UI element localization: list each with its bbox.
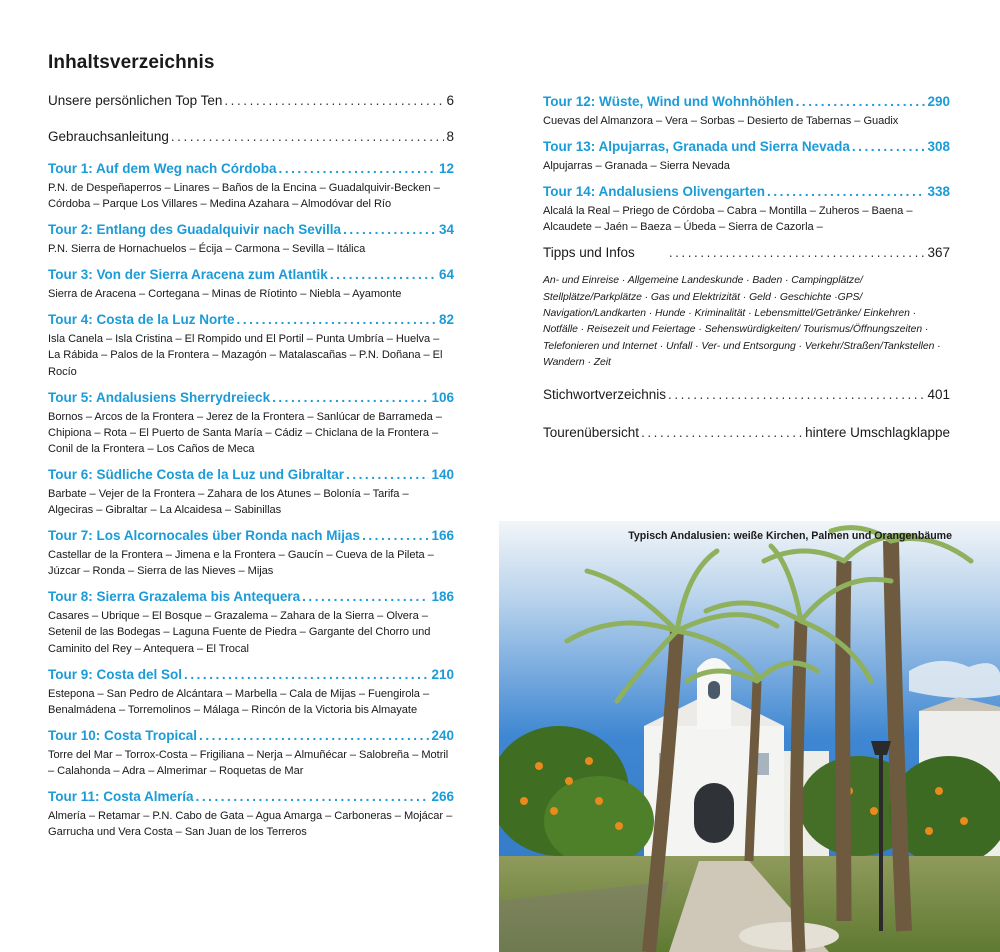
dot-leader: [196, 789, 430, 804]
tour-page: 308: [927, 139, 950, 155]
dot-leader: [641, 425, 803, 440]
dot-leader: [224, 93, 444, 108]
toc-tour-entry[interactable]: [48, 728, 454, 779]
tour-places: Cuevas del Almanzora – Vera – Sorbas – Desierto de Tabernas – Guadix: [543, 115, 899, 127]
tour-page: 266: [431, 788, 454, 804]
dot-leader: [171, 129, 445, 144]
tour-page: 210: [431, 666, 454, 682]
tour-places: P.N. de Despeñaperros – Linares – Baños de la Encina – Guadalquivir-Becken – Córdoba – Parque Los Villares – Medina Azahara – Almodóvar del Río: [48, 182, 440, 211]
toc-tour-entry[interactable]: [48, 467, 454, 518]
dot-leader: [330, 267, 437, 282]
tour-places: P.N. Sierra de Hornachuelos – Écija – Carmona – Sevilla – Itálica: [48, 243, 366, 256]
tour-title: Tour 13: Alpujarras, Granada und Sierra Nevada: [543, 139, 850, 155]
toc-tour-entry[interactable]: [48, 222, 454, 257]
entry-page: 401: [927, 387, 950, 403]
tour-places: Torre del Mar – Torrox-Costa – Frigiliana – Nerja – Almuñécar – Salobreña – Motril – Calahonda – Adra – Almerimar – Roquetas de Mar: [48, 748, 449, 777]
tour-title: Tour 12: Wüste, Wind und Wohnhöhlen: [543, 94, 794, 109]
entry-label: Stichwortverzeichnis: [543, 387, 667, 403]
tour-places: Almería – Retamar – P.N. Cabo de Gata – Agua Amarga – Carboneras – Mojácar – Garrucha und Vera Costa – San Juan de los Terreros: [48, 809, 453, 839]
tour-places: Barbate – Vejer de la Frontera – Zahara de los Atunes – Bolonía – Tarifa – Algeciras – Gibraltar – La Alcaidesa – Sabinillas: [48, 487, 409, 517]
tour-title: Tour 7: Los Alcornocales über Ronda nach Mijas: [48, 528, 361, 544]
dot-leader: [184, 667, 429, 682]
tour-places: Sierra de Aracena – Cortegana – Minas de Ríotinto – Niebla – Ayamonte: [48, 288, 402, 301]
toc-entry-tips[interactable]: [543, 245, 950, 265]
toc-tour-entry[interactable]: [543, 94, 950, 129]
toc-entry-index[interactable]: [543, 387, 950, 407]
page-title: Inhaltsverzeichnis: [48, 52, 215, 73]
tour-page: 82: [438, 312, 454, 328]
tour-places: Alpujarras – Granada – Sierra Nevada: [543, 160, 730, 173]
toc-tour-entry[interactable]: [543, 139, 950, 174]
tour-title: Tour 5: Andalusiens Sherrydreieck: [48, 389, 271, 405]
tour-page: 34: [438, 222, 454, 238]
dot-leader: [279, 161, 437, 176]
tour-title: Tour 3: Von der Sierra Aracena zum Atlantik: [48, 267, 328, 283]
dot-leader: [362, 528, 429, 543]
tour-places: Alcalá la Real – Priego de Córdoba – Cabra – Montilla – Zuheros – Baena – Alcaudete – Jaén – Baeza – Úbeda – Sierra de Cazorla –: [543, 205, 913, 234]
toc-tour-entry[interactable]: [48, 589, 454, 656]
toc-right-column: [543, 94, 950, 445]
tour-title: Tour 10: Costa Tropical: [48, 727, 198, 743]
dot-leader: [343, 222, 437, 237]
tour-page: 106: [431, 389, 454, 405]
tour-title: Tour 9: Costa del Sol: [48, 666, 183, 682]
entry-label: Tipps und Infos: [543, 245, 635, 261]
dot-leader: [669, 245, 926, 260]
dot-leader: [668, 387, 925, 402]
dot-leader: [796, 94, 926, 109]
toc-left-column: [48, 93, 454, 850]
tour-places: Casares – Ubrique – El Bosque – Grazalema – Zahara de la Sierra – Olvera – Setenil de las Bodegas – Laguna Fuente de Piedra – Gargante del Chorro und Caminito del Rey – Antequera – El Trocal: [48, 610, 431, 655]
tour-places: Estepona – San Pedro de Alcántara – Marbella – Cala de Mijas – Fuengirola – Benalmádena – Torremolinos – Málaga – Rincón de la Victoria bis Almayate: [48, 687, 430, 716]
entry-label: Tourenübersicht: [543, 425, 640, 441]
clouds: [909, 661, 1000, 698]
entry-page: 6: [446, 93, 454, 108]
toc-tour-entry[interactable]: [48, 312, 454, 379]
fountain: [739, 922, 839, 950]
entry-page: hintere Umschlagklappe: [805, 425, 950, 441]
toc-tour-entry[interactable]: [48, 161, 454, 212]
entry-label: Unsere persönlichen Top Ten: [48, 93, 223, 108]
tour-list-left: [48, 161, 454, 840]
toc-tour-entry[interactable]: [543, 184, 950, 235]
toc-entry-overview[interactable]: [543, 425, 950, 445]
entry-page: 8: [446, 129, 454, 144]
tour-page: 240: [431, 727, 454, 743]
toc-tour-entry[interactable]: [48, 390, 454, 457]
tips-topics: An- und Einreise · Allgemeine Landeskunde · Baden · Campingplätze/ Stellplätze/Parkplätze · Gas und Elektrizität · Geld · Geschichte ·GPS/ Navigation/Landkarten · Hunde · Kriminalität · Lebensmittel/Getränke/ Einkehren · Notfälle · Reisezeit und Feiertage · Sehenswürdigkeiten/ Tourismus/Öffnungszeiten · Telefonieren und Internet · Unfall · Ver- und Entsorgung · Verkehr/Straßen/Tankstellen · Wandern · Zeit: [543, 275, 941, 368]
dot-leader: [199, 728, 429, 743]
tour-page: 64: [438, 267, 454, 283]
tour-title: Tour 2: Entlang des Guadalquivir nach Sevilla: [48, 222, 342, 238]
entry-page: 367: [927, 245, 950, 261]
tour-places: Bornos – Arcos de la Frontera – Jerez de la Frontera – Sanlúcar de Barrameda – Chipiona – Rota – El Puerto de Santa María – Cádiz – Chiclana de la Frontera – Conil de la Frontera – Los Caños de Meca: [48, 410, 442, 455]
tour-title: Tour 14: Andalusiens Olivengarten: [543, 184, 766, 200]
toc-tour-entry[interactable]: [48, 267, 454, 302]
toc-tour-entry[interactable]: [48, 789, 454, 840]
tour-page: 166: [431, 528, 454, 544]
tour-page: 12: [438, 161, 454, 176]
tour-title: Tour 4: Costa de la Luz Norte: [48, 312, 235, 328]
tour-list-right: [543, 94, 950, 235]
tour-page: 186: [431, 589, 454, 605]
toc-tour-entry[interactable]: [48, 528, 454, 579]
tour-page: 338: [927, 184, 950, 200]
dot-leader: [767, 184, 925, 199]
entry-label: Gebrauchsanleitung: [48, 129, 169, 144]
andalusia-photo: [499, 521, 1000, 952]
dot-leader: [346, 467, 429, 482]
tour-places: Isla Canela – Isla Cristina – El Rompido und El Portil – Punta Umbría – Huelva – La Rábida – Palos de la Frontera – Mazagón – Matalascañas – P.N. Doñana – El Rocío: [48, 333, 443, 378]
tour-title: Tour 8: Sierra Grazalema bis Antequera: [48, 589, 301, 605]
tour-title: Tour 11: Costa Almería: [48, 788, 194, 804]
photo-illustration: [499, 521, 1000, 952]
dot-leader: [302, 589, 429, 604]
toc-tour-entry[interactable]: [48, 667, 454, 718]
toc-entry-top-ten[interactable]: [48, 93, 454, 113]
photo-caption: Typisch Andalusien: weiße Kirchen, Palmen und Orangenbäume: [628, 530, 952, 542]
tour-page: 140: [431, 466, 454, 482]
dot-leader: [852, 139, 926, 154]
tour-places: Castellar de la Frontera – Jimena e la Frontera – Gaucín – Cueva de la Pileta – Júzcar – Ronda – Sierra de las Nieves – Mijas: [48, 549, 434, 578]
toc-entry-gebrauchsanleitung[interactable]: [48, 129, 454, 149]
dot-leader: [272, 390, 429, 405]
tour-page: 290: [927, 94, 950, 109]
tour-title: Tour 1: Auf dem Weg nach Córdoba: [48, 161, 277, 176]
tour-title: Tour 6: Südliche Costa de la Luz und Gibraltar: [48, 466, 345, 482]
dot-leader: [237, 312, 437, 327]
